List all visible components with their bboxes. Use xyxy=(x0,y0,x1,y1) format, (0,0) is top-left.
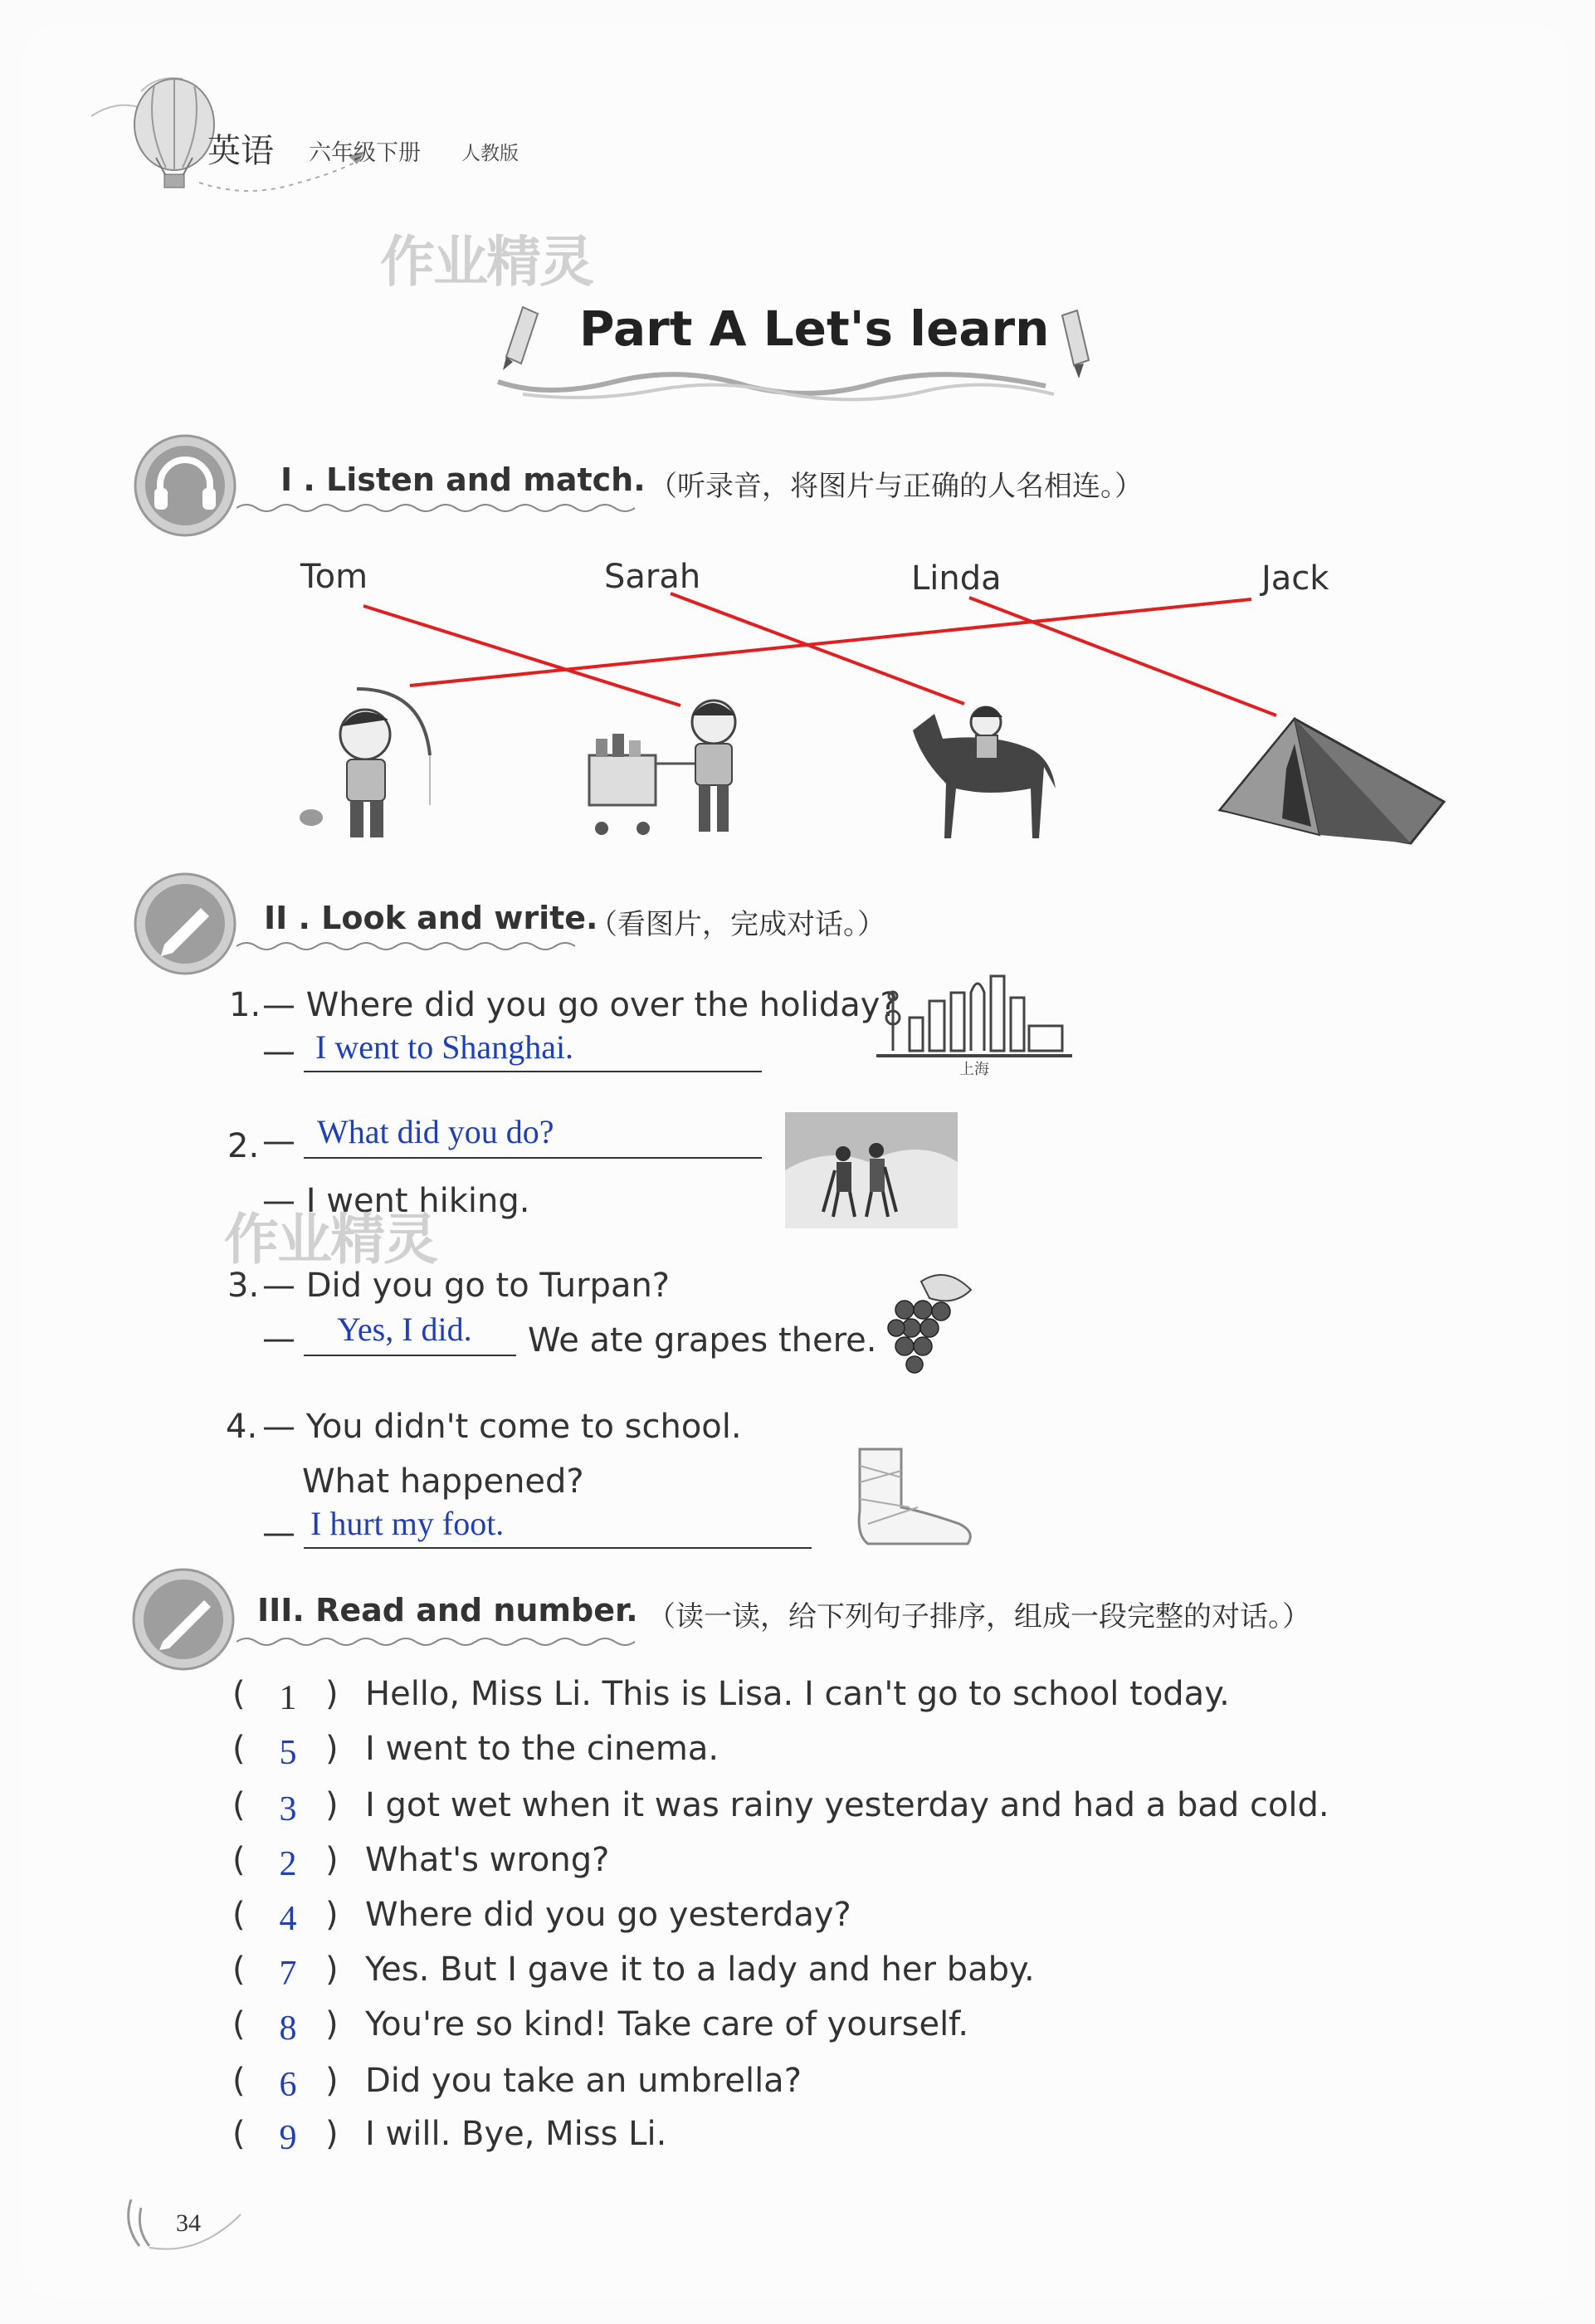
q3-dash: — xyxy=(262,1320,295,1358)
paren-left: ( xyxy=(232,2062,246,2100)
paren-left: ( xyxy=(232,1730,246,1768)
order-item-1 xyxy=(232,1675,1394,1725)
order-sentence: What's wrong? xyxy=(365,1841,610,1879)
order-number: 8 xyxy=(279,2009,297,2048)
order-number: 6 xyxy=(279,2066,297,2104)
order-sentence: Yes. But I gave it to a lady and her baby. xyxy=(365,1950,1035,1989)
watermark-2: 作业精灵 xyxy=(224,1208,437,1272)
paren-left: ( xyxy=(232,1950,246,1989)
order-sentence: Did you take an umbrella? xyxy=(365,2062,802,2100)
order-item-6 xyxy=(232,1950,1394,2000)
part-title: Part A Let's learn xyxy=(579,300,1050,357)
order-sentence: You're so kind! Take care of yourself. xyxy=(365,2005,969,2043)
q3-answer: Yes, I did. xyxy=(337,1311,472,1348)
pencil-icon xyxy=(131,870,239,978)
paren-right: ) xyxy=(325,1896,339,1934)
shanghai-caption: 上海 xyxy=(959,1061,989,1076)
horse-riding-girl-picture xyxy=(896,697,1071,847)
q4-answer-line xyxy=(304,1547,812,1549)
order-item-2 xyxy=(232,1730,1394,1780)
fishing-boy-picture xyxy=(290,681,456,847)
match-line-jack xyxy=(410,599,1251,686)
order-item-3 xyxy=(232,1786,1394,1836)
name-sarah: Sarah xyxy=(604,558,701,596)
paren-left: ( xyxy=(232,2005,246,2043)
paren-left: ( xyxy=(232,1786,246,1824)
q4-number: 4. xyxy=(226,1408,258,1446)
order-item-4 xyxy=(232,1841,1394,1891)
q4-question2: What happened? xyxy=(302,1462,584,1501)
name-linda: Linda xyxy=(911,559,1002,598)
section1-instruction: （听录音，将图片与正确的人名相连。） xyxy=(649,470,1143,503)
order-number: 3 xyxy=(279,1790,297,1828)
paren-left: ( xyxy=(232,2115,246,2153)
order-item-9 xyxy=(232,2115,1394,2165)
section3-instruction: （读一读，给下列句子排序，组成一段完整的对话。） xyxy=(647,1600,1310,1633)
match-line-sarah xyxy=(671,593,964,704)
q2-dash: — xyxy=(262,1122,295,1160)
q4-answer: I hurt my foot. xyxy=(310,1505,505,1542)
q1-number: 1. xyxy=(229,986,261,1024)
watermark: 作业精灵 xyxy=(380,230,593,294)
order-sentence: I went to the cinema. xyxy=(365,1730,719,1768)
section2-wavy-underline xyxy=(237,938,585,954)
name-jack: Jack xyxy=(1261,559,1329,598)
paren-right: ) xyxy=(325,2115,339,2153)
order-item-7 xyxy=(232,2005,1394,2055)
q3-tail: We ate grapes there. xyxy=(528,1321,877,1360)
header-edition: 人教版 xyxy=(461,143,519,164)
order-item-8 xyxy=(232,2062,1394,2112)
bandaged-foot-picture xyxy=(843,1441,984,1549)
q1-answer: I went to Shanghai. xyxy=(315,1028,574,1066)
paren-right: ) xyxy=(325,1950,339,1989)
q4-dash: — xyxy=(262,1514,295,1552)
section2-title: II . Look and write. xyxy=(264,900,598,936)
paren-right: ) xyxy=(325,1841,339,1879)
header-subject: 英语 xyxy=(207,132,274,170)
paren-right: ) xyxy=(325,1675,339,1713)
paren-left: ( xyxy=(232,1841,246,1879)
name-tom: Tom xyxy=(300,558,368,596)
q3-answer-line xyxy=(304,1355,516,1356)
q1-question: — Where did you go over the holiday? xyxy=(262,986,898,1024)
q4-question: — You didn't come to school. xyxy=(262,1408,742,1446)
grapes-picture xyxy=(871,1265,979,1389)
q3-number: 3. xyxy=(227,1267,260,1305)
q1-dash: — xyxy=(262,1033,295,1071)
section2-instruction: （看图片，完成对话。） xyxy=(589,908,885,941)
order-sentence: Where did you go yesterday? xyxy=(365,1896,851,1934)
paren-right: ) xyxy=(325,2062,339,2100)
order-sentence: I got wet when it was rainy yesterday and had a bad cold. xyxy=(365,1786,1329,1824)
order-number: 7 xyxy=(279,1955,297,1993)
shopping-boy-picture xyxy=(581,697,763,847)
q2-reply: — I went hiking. xyxy=(262,1182,530,1220)
page-number: 34 xyxy=(176,2209,201,2237)
order-number: 9 xyxy=(279,2119,297,2157)
header-grade: 六年级下册 xyxy=(309,140,421,166)
pen-icon xyxy=(129,1565,237,1673)
paren-left: ( xyxy=(232,1896,246,1934)
order-sentence: Hello, Miss Li. This is Lisa. I can't go to school today. xyxy=(365,1675,1230,1713)
order-number: 2 xyxy=(279,1845,297,1883)
order-item-5 xyxy=(232,1896,1394,1946)
paren-right: ) xyxy=(325,2005,339,2043)
order-number: 5 xyxy=(279,1734,297,1772)
shanghai-skyline-picture xyxy=(876,968,1072,1076)
section3-wavy-underline xyxy=(237,1633,651,1650)
hiking-picture xyxy=(785,1112,958,1228)
order-number: 4 xyxy=(279,1900,297,1938)
paren-right: ) xyxy=(325,1786,339,1824)
q2-answer: What did you do? xyxy=(317,1113,554,1150)
q2-answer-line xyxy=(304,1157,762,1159)
q1-answer-line xyxy=(304,1071,762,1072)
section1-title: I . Listen and match. xyxy=(280,461,646,498)
section3-title: III. Read and number. xyxy=(257,1592,638,1628)
order-number: 1 xyxy=(279,1679,297,1717)
q2-number: 2. xyxy=(227,1127,260,1165)
tent-picture xyxy=(1203,710,1461,852)
paren-left: ( xyxy=(232,1675,246,1713)
q3-question: — Did you go to Turpan? xyxy=(262,1267,671,1305)
order-sentence: I will. Bye, Miss Li. xyxy=(365,2115,667,2153)
paren-right: ) xyxy=(325,1730,339,1768)
